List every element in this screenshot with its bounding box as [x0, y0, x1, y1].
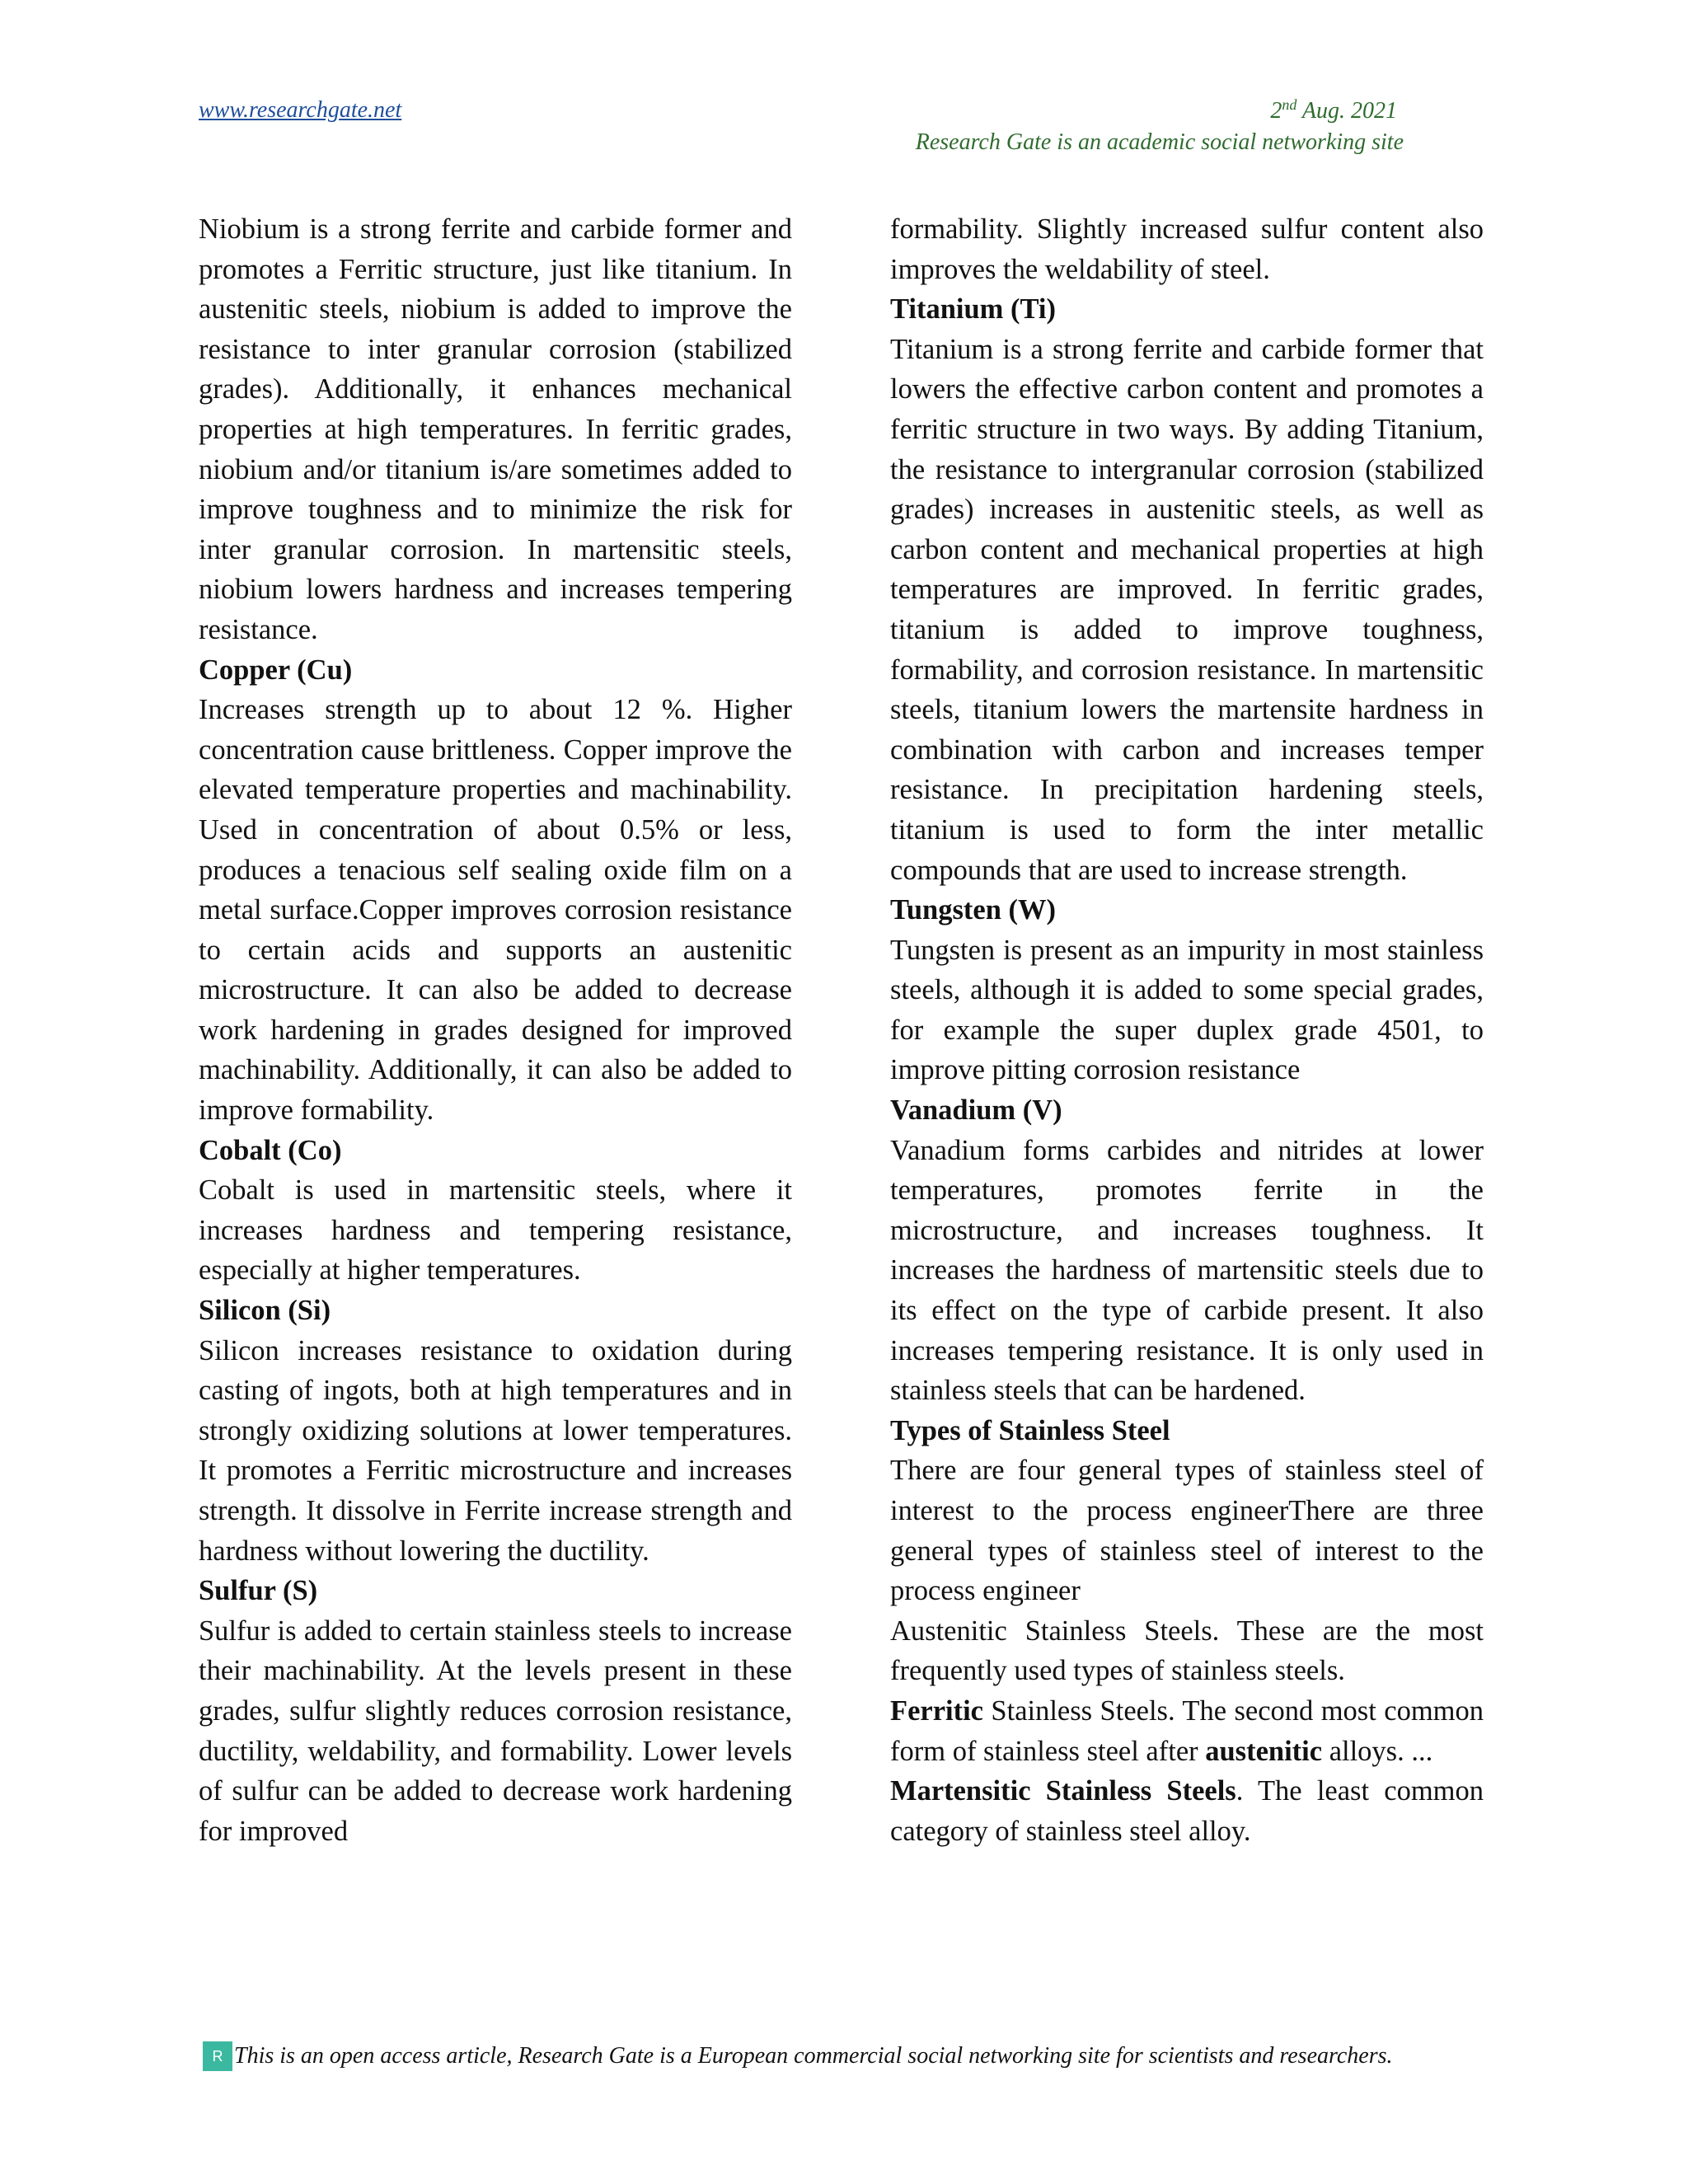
site-link[interactable]: www.researchgate.net — [199, 97, 402, 123]
austenitic-label: austenitic — [1205, 1735, 1323, 1767]
martensitic-paragraph: Martensitic Stainless Steels. The least common category of stainless steel alloy. — [890, 1775, 1484, 1847]
niobium-paragraph: Niobium is a strong ferrite and carbide former and promotes a Ferritic structure, just like titanium. In austenitic steels, niobium is added to improve the resistance to inter granular corrosion (stabilized grades). Additionally, it enhances mechanical properties at high temperatures. In ferritic grades, niobium and/or titanium is/are sometimes added to improve toughness and to minimize the risk for inter granular corrosion. In martensitic steels, niobium lowers hardness and increases tempering resistance. — [199, 213, 792, 645]
footer-note: This is an open access article, Research Gate is a European commercial social networking site for scientists and researchers. — [234, 2043, 1393, 2069]
cobalt-heading: Cobalt (Co) — [199, 1134, 342, 1166]
publication-date: 2nd Aug. 2021 — [1270, 96, 1397, 124]
footer — [203, 2040, 1489, 2073]
right-column — [890, 209, 1484, 1851]
types-heading: Types of Stainless Steel — [890, 1414, 1170, 1446]
martensitic-label: Martensitic Stainless Steels — [890, 1775, 1236, 1807]
copper-heading: Copper (Cu) — [199, 654, 353, 686]
copper-paragraph: Increases strength up to about 12 %. Higher concentration cause brittleness. Copper improve the elevated temperature properties and machinability. Used in concentration of about 0.5% or less, produces a tenacious self sealing oxide film on a metal surface.Copper improves corrosion resistance to certain acids and supports an austenitic microstructure. It can also be added to decrease work hardening in grades designed for improved machinability. Additionally, it can also be added to improve formability. — [199, 694, 792, 1127]
researchgate-logo-icon: R — [203, 2041, 232, 2071]
silicon-paragraph: Silicon increases resistance to oxidation during casting of ingots, both at high temperatures and in strongly oxidizing solutions at lower temperatures. It promotes a Ferritic microstructure and increases strength. It dissolve in Ferrite increase strength and hardness without lowering the ductility. — [199, 1334, 792, 1567]
types-paragraph: There are four general types of stainless steel of interest to the process engineerThere are three general types of stainless steel of interest to the process engineer — [890, 1455, 1484, 1607]
austenitic-paragraph: Austenitic Stainless Steels. These are the most frequently used types of stainless steels. — [890, 1615, 1484, 1687]
sulfur-heading: Sulfur (S) — [199, 1575, 318, 1607]
cobalt-paragraph: Cobalt is used in martensitic steels, where it increases hardness and tempering resistance, especially at higher temperatures. — [199, 1174, 792, 1286]
ferritic-label: Ferritic — [890, 1694, 983, 1727]
silicon-heading: Silicon (Si) — [199, 1295, 331, 1327]
vanadium-paragraph: Vanadium forms carbides and nitrides at lower temperatures, promotes ferrite in the microstructure, and increases toughness. It increases the hardness of martensitic steels due to its effect on the type of carbide present. It also increases tempering resistance. It is only used in stainless steels that can be hardened. — [890, 1134, 1484, 1407]
sulfur-paragraph: Sulfur is added to certain stainless steels to increase their machinability. At the levels present in these grades, sulfur slightly reduces corrosion resistance, ductility, weldability, and formability. Lower levels of sulfur can be added to decrease work hardening for improved — [199, 1615, 792, 1847]
left-column — [199, 209, 792, 1851]
header-info — [874, 96, 1404, 158]
sulfur-continued-paragraph: formability. Slightly increased sulfur content also improves the weldability of steel. — [890, 213, 1484, 285]
ferritic-paragraph: Ferritic Stainless Steels. The second most common form of stainless steel after austenitic alloys. ... — [890, 1694, 1484, 1767]
header-tagline: Research Gate is an academic social networking site — [915, 129, 1404, 155]
titanium-heading: Titanium (Ti) — [890, 293, 1056, 326]
vanadium-heading: Vanadium (V) — [890, 1094, 1062, 1127]
tungsten-heading: Tungsten (W) — [890, 894, 1056, 926]
tungsten-paragraph: Tungsten is present as an impurity in most stainless steels, although it is added to some special grades, for example the super duplex grade 4501, to improve pitting corrosion resistance — [890, 934, 1484, 1086]
titanium-paragraph: Titanium is a strong ferrite and carbide former that lowers the effective carbon content and promotes a ferritic structure in two ways. By adding Titanium, the resistance to intergranular corrosion (stabilized grades) increases in austenitic steels, as well as carbon content and mechanical properties at high temperatures are improved. In ferritic grades, titanium is added to improve toughness, formability, and corrosion resistance. In martensitic steels, titanium lowers the martensite hardness in combination with carbon and increases temper resistance. In precipitation hardening steels, titanium is used to form the inter metallic compounds that are used to increase strength. — [890, 333, 1484, 886]
